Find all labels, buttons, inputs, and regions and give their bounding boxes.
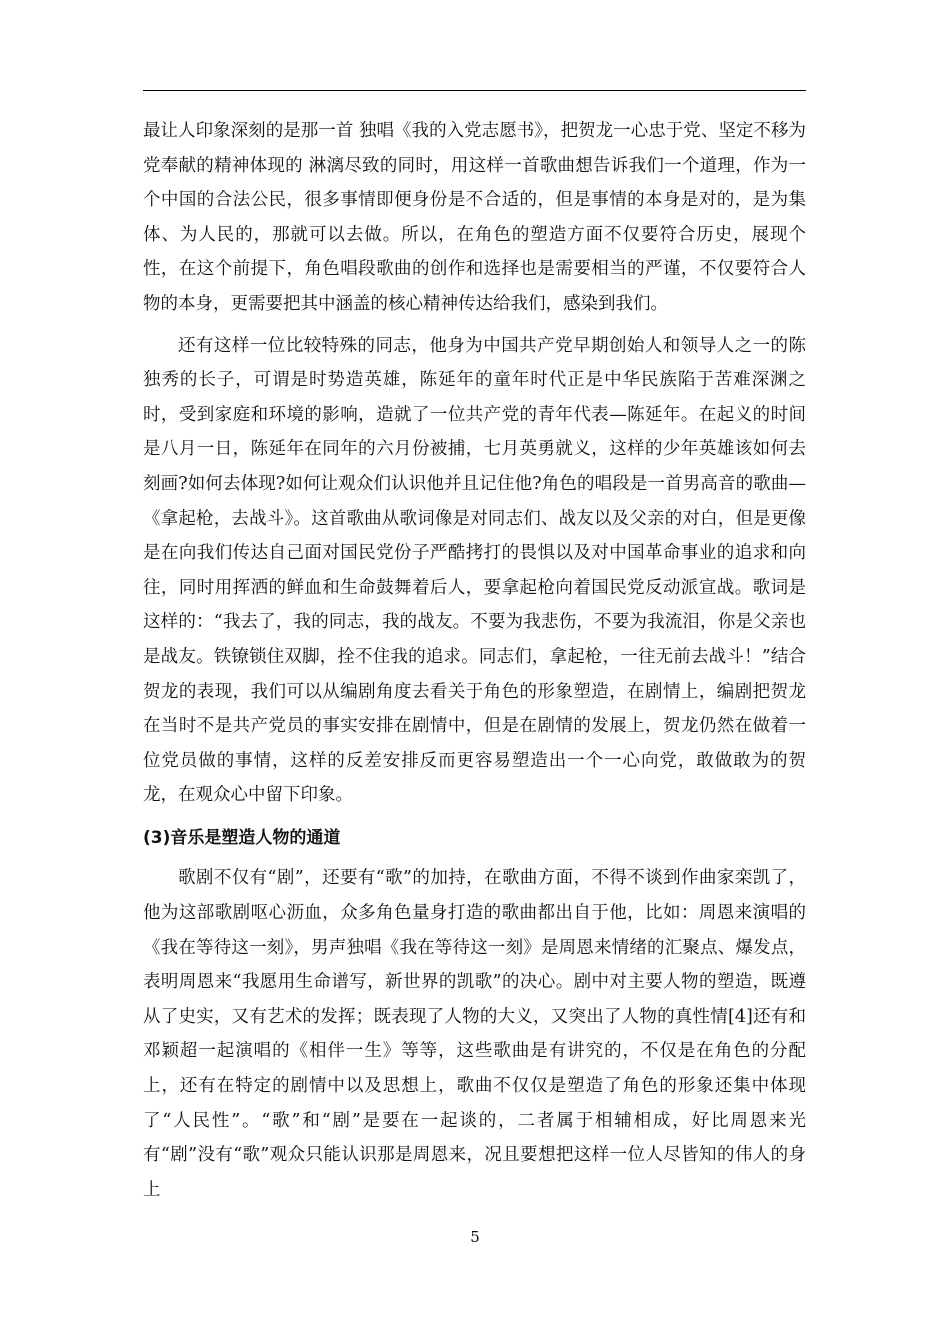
section-heading: (3)音乐是塑造人物的通道 — [143, 827, 341, 848]
paragraph-1: 最让人印象深刻的是那一首 独唱《我的入党志愿书》，把贺龙一心忠于党、坚定不移为党奉献的精神体现的 淋漓尽致的同时，用这样一首歌曲想告诉我们一个道理，作为一个中国的合法公民，很多事情即便身份是不合适的，但是事情的本身是对的，是为集体、为人民的，那就可以去做。所以，在角色的塑造方面不仅要符合历史，展现个性，在这个前提下，角色唱段歌曲的创作和选择也是需要相当的严谨，不仅要符合人物的本身，更需要把其中涵盖的核心精神传达给我们，感染到我们。 — [143, 121, 806, 314]
header-rule — [143, 90, 806, 91]
paragraph-2: 还有这样一位比较特殊的同志，他身为中国共产党早期创始人和领导人之一的陈独秀的长子，可谓是时势造英雄，陈延年的童年时代正是中华民族陷于苦难深渊之时，受到家庭和环境的影响，造就了一位共产党的青年代表—陈延年。在起义的时间是八月一日，陈延年在同年的六月份被捕，七月英勇就义，这样的少年英雄该如何去刻画?如何去体现?如何让观众们认识他并且记住他?角色的唱段是一首男高音的歌曲—《拿起枪，去战斗》。这首歌曲从歌词像是对同志们、战友以及父亲的对白，但是更像是在向我们传达自己面对国民党份子严酷拷打的畏惧以及对中国革命事业的追求和向往，同时用挥洒的鲜血和生命鼓舞着后人，要拿起枪向着国民党反动派宣战。歌词是这样的：“我去了，我的同志，我的战友。不要为我悲伤，不要为我流泪，你是父亲也是战友。铁镣锁住双脚，拴不住我的追求。同志们，拿起枪，一往无前去战斗！”结合贺龙的表现，我们可以从编剧角度去看关于角色的形象塑造，在剧情上，编剧把贺龙在当时不是共产党员的事实安排在剧情中，但是在剧情的发展上，贺龙仍然在做着一位党员做的事情，这样的反差安排反而更容易塑造出一个一心向党，敢做敢为的贺龙，在观众心中留下印象。 — [143, 335, 806, 806]
document-body — [143, 114, 806, 1207]
page-number: 5 — [470, 1228, 480, 1246]
paragraph-3: 歌剧不仅有“剧”，还要有“歌”的加持，在歌曲方面，不得不谈到作曲家栾凯了，他为这部歌剧呕心沥血，众多角色量身打造的歌曲都出自于他，比如：周恩来演唱的《我在等待这一刻》，男声独唱《我在等待这一刻》是周恩来情绪的汇聚点、爆发点，表明周恩来“我愿用生命谱写，新世界的凯歌”的决心。剧中对主要人物的塑造，既遵从了史实，又有艺术的发挥；既表现了人物的大义，又突出了人物的真性情[4]还有和邓颖超一起演唱的《相伴一生》等等，这些歌曲是有讲究的，不仅是在角色的分配上，还有在特定的剧情中以及思想上，歌曲不仅仅是塑造了角色的形象还集中体现了“人民性”。“歌”和“剧”是要在一起谈的，二者属于相辅相成，好比周恩来光有“剧”没有“歌”观众只能认识那是周恩来，况且要想把这样一位人尽皆知的伟人的身上 — [143, 868, 806, 1200]
